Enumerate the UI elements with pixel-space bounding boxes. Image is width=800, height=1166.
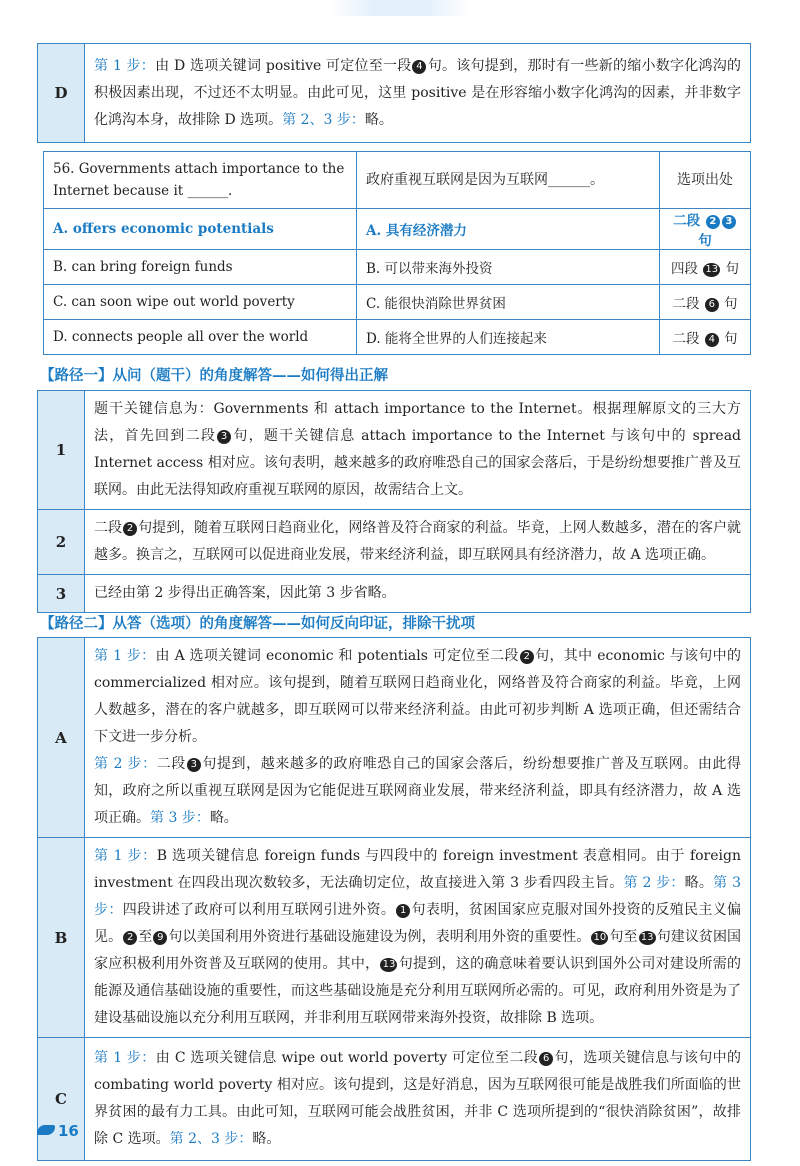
option-cn: B. 可以带来海外投资	[357, 250, 660, 285]
text-segment: 句，选项关键信息与该句中的 combating world poverty 相对应。该句提到，这是好消息，因为互联网很可能是战胜我们所面临的世界贫困的最有力工具。由此可知，互联网可能会战胜贫困，并非 C 选项所提到的“很快消除贫困”，故排除 C 选项。	[94, 1050, 742, 1147]
sentence-number-icon: 13	[703, 263, 720, 277]
source-suffix: 句	[724, 296, 738, 312]
source-para: 二段	[672, 331, 700, 347]
option-analysis	[85, 1038, 751, 1161]
source-suffix: 句	[698, 233, 712, 249]
option-en: A. offers economic potentials	[44, 209, 357, 250]
sentence-number-icon: 2	[520, 650, 534, 664]
step-number: 1	[38, 391, 85, 510]
row-label: D	[38, 44, 85, 143]
option-source	[660, 209, 751, 250]
option-analysis	[85, 638, 751, 838]
text-segment: 句建议贫困国家应积极利用外资普及互联网的使用。其中，	[94, 929, 742, 972]
source-para: 四段	[670, 261, 698, 277]
option-row-c	[44, 285, 751, 320]
option-label: C	[38, 1038, 85, 1161]
sentence-number-icon: 2	[706, 215, 720, 229]
page-number	[37, 1122, 79, 1140]
text-segment: 句至	[609, 929, 638, 945]
page-leaf-icon	[37, 1125, 55, 1135]
option-row-a	[44, 209, 751, 250]
question-header-row	[44, 152, 751, 209]
sentence-number-icon: 4	[705, 333, 719, 347]
text-segment: 二段	[156, 756, 186, 772]
text-segment: 至	[138, 929, 153, 945]
route-one-heading: 【路径一】从问（题干）的角度解答——如何得出正解	[40, 367, 388, 384]
route-one-step-3	[38, 575, 751, 613]
option-source	[660, 285, 751, 320]
route-two-option-a	[38, 638, 751, 838]
text-segment: 句以美国利用外资进行基础设施建设为例，表明利用外资的重要性。	[168, 929, 591, 945]
source-header: 选项出处	[660, 152, 751, 209]
option-analysis	[85, 838, 751, 1038]
option-source	[660, 250, 751, 285]
text-segment: 句。该句提到，那时有一些新的缩小数字化鸿沟的积极因素出现，不过还不太明显。由此可见，这里 positive 是在形容缩小数字化鸿沟的因素，并非数字化鸿沟本身，故排除 D 选项。	[94, 57, 742, 128]
option-cn: D. 能将全世界的人们连接起来	[357, 320, 660, 355]
route-one-step-1	[38, 391, 751, 510]
text-segment: 句，其中 economic 与该句中的 commercialized 相对应。该句提到，随着互联网日趋商业化，网络普及符合商家的利益。毕竟，上网人数越多，潜在的客户就越多，即互联网可以带来经济利益。由此可初步判断 A 选项正确，但还需结合下文进一步分析。	[94, 648, 741, 745]
step-text	[85, 391, 751, 510]
text-segment: 二段	[94, 520, 123, 536]
text-segment: 句提到，随着互联网日趋商业化，网络普及符合商家的利益。毕竟，上网人数越多，潜在的客户就越多。换言之，互联网可以促进商业发展，带来经济利益，即互联网具有经济潜力，故 A 选项正确。	[94, 520, 741, 563]
row-text	[85, 44, 751, 143]
text-segment: 由 D 选项关键词 positive 可定位至一段	[155, 57, 412, 74]
step-label: 第 1 步：	[94, 57, 156, 74]
step-label: 第 2、3 步：	[282, 111, 365, 128]
top-decoration	[330, 0, 470, 16]
route-one-step-2	[38, 510, 751, 575]
step-label: 第 2 步：	[623, 875, 685, 891]
text-segment: 句提到，越来越多的政府唯恐自己的国家会落后，纷纷想要推广普及互联网。由此得知，政府之所以重视互联网是因为它能促进互联网商业发展，带来经济利益，即具有经济潜力，故 A 选项正确。	[94, 756, 742, 826]
sentence-number-icon: 9	[153, 931, 167, 945]
text-segment: 略。	[684, 875, 714, 891]
option-cn: C. 能很快消除世界贫困	[357, 285, 660, 320]
route-one-table	[37, 390, 751, 613]
text-segment: 四段讲述了政府可以利用互联网引进外资。	[122, 902, 396, 918]
step-label: 第 1 步：	[94, 648, 156, 664]
text-segment: B 选项关键信息 foreign funds 与四段中的 foreign investment 表意相同。由于 foreign investment 在四段出现次数较多，无法确切定位，故直接进入第 3 步看四段主旨。	[94, 848, 741, 891]
sentence-number-icon: 3	[217, 430, 231, 444]
sentence-number-icon: 3	[722, 215, 736, 229]
sentence-number-icon: 13	[639, 931, 656, 945]
step-number: 3	[38, 575, 85, 613]
step-label: 第 3 步：	[94, 875, 742, 918]
text-segment: 题干关键信息为：Governments 和 attach importance to the Internet。根据理解原文的三大方法，首先回到二段	[94, 401, 741, 444]
option-d-row	[38, 44, 751, 143]
sentence-number-icon: 2	[123, 522, 137, 536]
option-en: C. can soon wipe out world poverty	[44, 285, 357, 320]
source-suffix: 句	[724, 331, 738, 347]
source-suffix: 句	[725, 261, 740, 277]
sentence-number-icon: 10	[591, 931, 608, 945]
text-segment: 略。	[209, 810, 238, 826]
option-d-analysis-table	[37, 43, 751, 143]
sentence-number-icon: 13	[380, 958, 397, 972]
step-label: 第 2 步：	[94, 756, 157, 772]
option-source	[660, 320, 751, 355]
text-segment: 句，题干关键信息 attach importance to the Internet 与该句中的 spread Internet access 相对应。该句表明，越来越多的政府唯恐自己的国家会落后，于是纷纷想要推广普及互联网。由此无法得知政府重视互联网的原因，故需结合上文。	[94, 428, 742, 498]
route-two-heading: 【路径二】从答（选项）的角度解答——如何反向印证，排除干扰项	[40, 615, 475, 632]
route-two-option-b	[38, 838, 751, 1038]
step-label: 第 3 步：	[150, 810, 210, 826]
option-label: A	[38, 638, 85, 838]
step-number: 2	[38, 510, 85, 575]
option-row-d	[44, 320, 751, 355]
option-label: B	[38, 838, 85, 1038]
step-label: 第 2、3 步：	[169, 1131, 253, 1147]
question-table	[43, 151, 751, 355]
text-segment: 略。	[252, 1131, 281, 1147]
text-segment: 由 A 选项关键词 economic 和 potentials 可定位至二段	[155, 648, 519, 664]
sentence-number-icon: 3	[187, 758, 201, 772]
text-segment: 略。	[364, 111, 393, 128]
english-stem: 56. Governments attach importance to the Internet because it ______.	[44, 152, 357, 209]
source-para: 二段	[672, 296, 700, 312]
sentence-number-icon: 4	[412, 60, 426, 74]
route-two-table	[37, 637, 751, 1161]
option-row-b	[44, 250, 751, 285]
step-label: 第 1 步：	[94, 1050, 156, 1066]
option-en: D. connects people all over the world	[44, 320, 357, 355]
route-two-option-c	[38, 1038, 751, 1161]
source-para: 二段	[673, 213, 701, 229]
sentence-number-icon: 1	[396, 904, 410, 918]
sentence-number-icon: 6	[705, 298, 719, 312]
text-segment: 由 C 选项关键信息 wipe out world poverty 可定位至二段	[155, 1050, 539, 1066]
sentence-number-icon: 6	[539, 1052, 553, 1066]
option-en: B. can bring foreign funds	[44, 250, 357, 285]
option-cn: A. 具有经济潜力	[357, 209, 660, 250]
text-segment: 句表明，贫困国家应克服对国外投资的反殖民主义偏见。	[94, 902, 742, 945]
page-number-text: 16	[58, 1122, 79, 1140]
chinese-stem: 政府重视互联网是因为互联网______。	[357, 152, 660, 209]
step-label: 第 1 步：	[94, 848, 157, 864]
step-text: 已经由第 2 步得出正确答案，因此第 3 步省略。	[85, 575, 751, 613]
sentence-number-icon: 2	[123, 931, 137, 945]
step-text	[85, 510, 751, 575]
text-segment: 句提到，这的确意味着要认识到国外公司对建设所需的能源及通信基础设施的重要性，而这些基础设施是充分利用互联网所必需的。可见，政府利用外资是为了建设基础设施以充分利用互联网，并非利用互联网带来海外投资，故排除 B 选项。	[94, 956, 742, 1026]
